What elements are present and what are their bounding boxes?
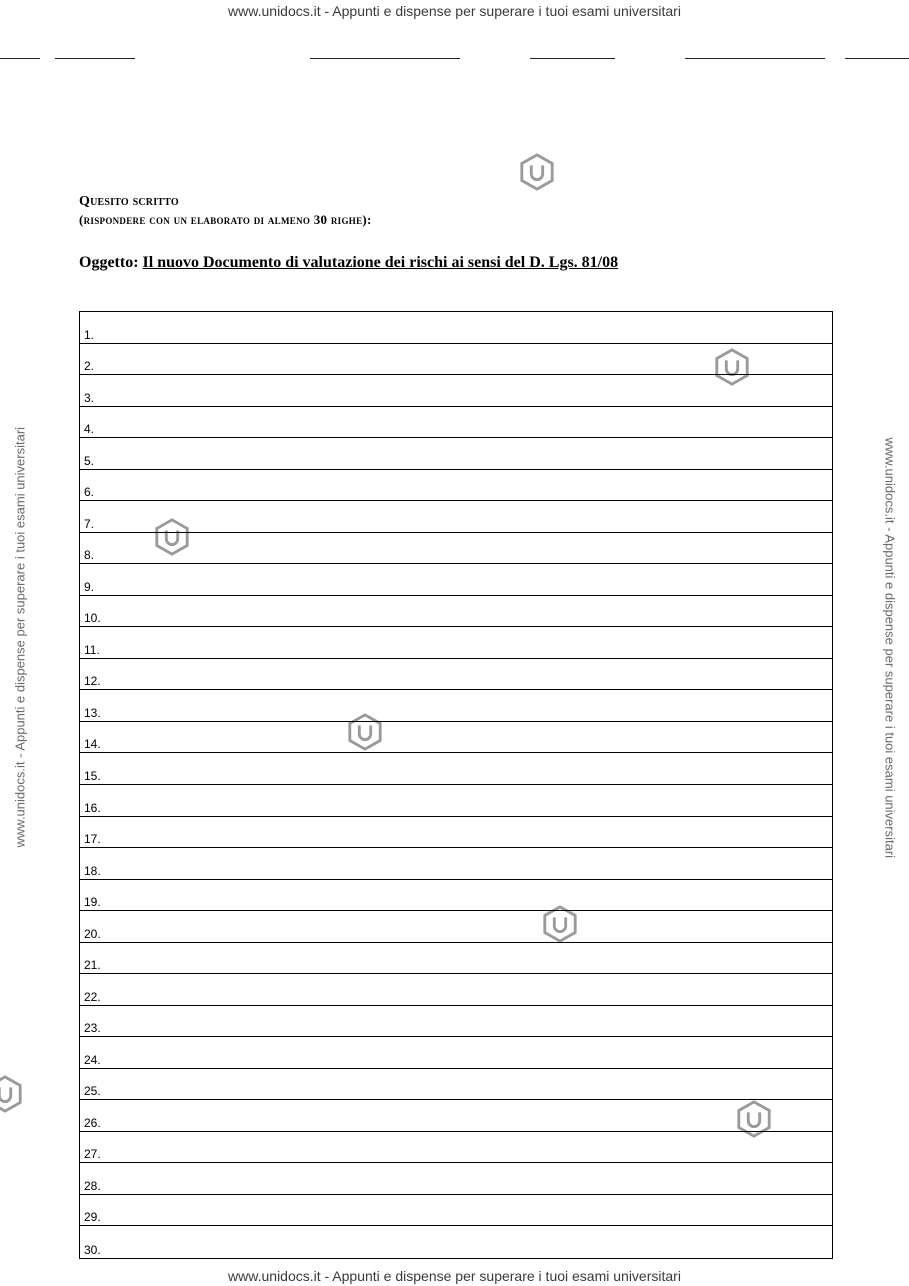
answer-line[interactable] — [80, 1132, 833, 1164]
line-number: 5. — [84, 453, 95, 468]
answer-box[interactable] — [79, 311, 833, 1259]
answer-line[interactable] — [80, 1195, 833, 1227]
question-header — [79, 193, 372, 229]
question-instruction: (rispondere con un elaborato di almeno 30 righe): — [79, 212, 372, 227]
line-number: 6. — [84, 485, 95, 500]
line-number: 22. — [84, 989, 101, 1004]
answer-line[interactable] — [80, 344, 833, 376]
answer-line[interactable] — [80, 1069, 833, 1101]
line-number: 29. — [84, 1210, 101, 1225]
line-number: 13. — [84, 705, 101, 720]
line-number: 18. — [84, 863, 101, 878]
line-number: 8. — [84, 548, 95, 563]
line-number: 16. — [84, 800, 101, 815]
line-number: 10. — [84, 611, 101, 626]
subject-text: Il nuovo Documento di valutazione dei rischi ai sensi del D. Lgs. 81/08 — [142, 254, 619, 271]
line-number: 14. — [84, 737, 101, 752]
answer-line[interactable] — [80, 817, 833, 849]
answer-line[interactable] — [80, 596, 833, 628]
answer-line[interactable] — [80, 753, 833, 785]
answer-line[interactable] — [80, 659, 833, 691]
line-number: 26. — [84, 1115, 101, 1130]
line-number: 23. — [84, 1021, 101, 1036]
answer-line[interactable] — [80, 564, 833, 596]
answer-line[interactable] — [80, 501, 833, 533]
line-number: 27. — [84, 1147, 101, 1162]
line-number: 24. — [84, 1052, 101, 1067]
dashed-rule — [55, 58, 135, 59]
answer-line[interactable] — [80, 533, 833, 565]
answer-line[interactable] — [80, 848, 833, 880]
line-number: 3. — [84, 390, 95, 405]
watermark-left: www.unidocs.it - Appunti e dispense per superare i tuoi esami universitari — [12, 426, 28, 848]
answer-line[interactable] — [80, 785, 833, 817]
dashed-rule — [310, 58, 460, 59]
line-number: 12. — [84, 674, 101, 689]
answer-line[interactable] — [80, 627, 833, 659]
watermark-bottom: www.unidocs.it - Appunti e dispense per superare i tuoi esami universitari — [228, 1268, 681, 1284]
line-number: 20. — [84, 926, 101, 941]
line-number: 1. — [84, 327, 95, 342]
dashed-rule — [845, 58, 909, 59]
line-number: 28. — [84, 1178, 101, 1193]
line-number: 9. — [84, 579, 95, 594]
dashed-rule — [0, 58, 40, 59]
unidocs-logo-icon — [0, 1075, 24, 1113]
answer-line[interactable] — [80, 911, 833, 943]
answer-line[interactable] — [80, 974, 833, 1006]
line-number: 11. — [84, 642, 100, 657]
line-number: 4. — [84, 422, 95, 437]
subject-label: Oggetto: — [79, 254, 139, 271]
answer-line[interactable] — [80, 1226, 833, 1258]
answer-line[interactable] — [80, 880, 833, 912]
dashed-rule — [685, 58, 825, 59]
line-number: 25. — [84, 1084, 101, 1099]
answer-line[interactable] — [80, 407, 833, 439]
line-number: 17. — [84, 832, 101, 847]
answer-line[interactable] — [80, 470, 833, 502]
answer-line[interactable] — [80, 690, 833, 722]
answer-line[interactable] — [80, 1037, 833, 1069]
line-number: 7. — [84, 516, 95, 531]
answer-line[interactable] — [80, 1100, 833, 1132]
answer-line[interactable] — [80, 438, 833, 470]
line-number: 30. — [84, 1242, 101, 1257]
dashed-rule — [530, 58, 615, 59]
answer-line[interactable] — [80, 375, 833, 407]
unidocs-logo-icon — [518, 153, 556, 191]
line-number: 19. — [84, 895, 101, 910]
answer-line[interactable] — [80, 722, 833, 754]
answer-line[interactable] — [80, 312, 833, 344]
subject-line — [79, 254, 618, 272]
answer-line[interactable] — [80, 1163, 833, 1195]
line-number: 15. — [84, 768, 101, 783]
line-number: 2. — [84, 359, 95, 374]
question-title: Quesito scritto — [79, 194, 179, 209]
watermark-top: www.unidocs.it - Appunti e dispense per superare i tuoi esami universitari — [228, 3, 681, 19]
line-number: 21. — [84, 958, 101, 973]
answer-line[interactable] — [80, 1006, 833, 1038]
watermark-right: www.unidocs.it - Appunti e dispense per superare i tuoi esami universitari — [882, 437, 898, 859]
answer-line[interactable] — [80, 943, 833, 975]
